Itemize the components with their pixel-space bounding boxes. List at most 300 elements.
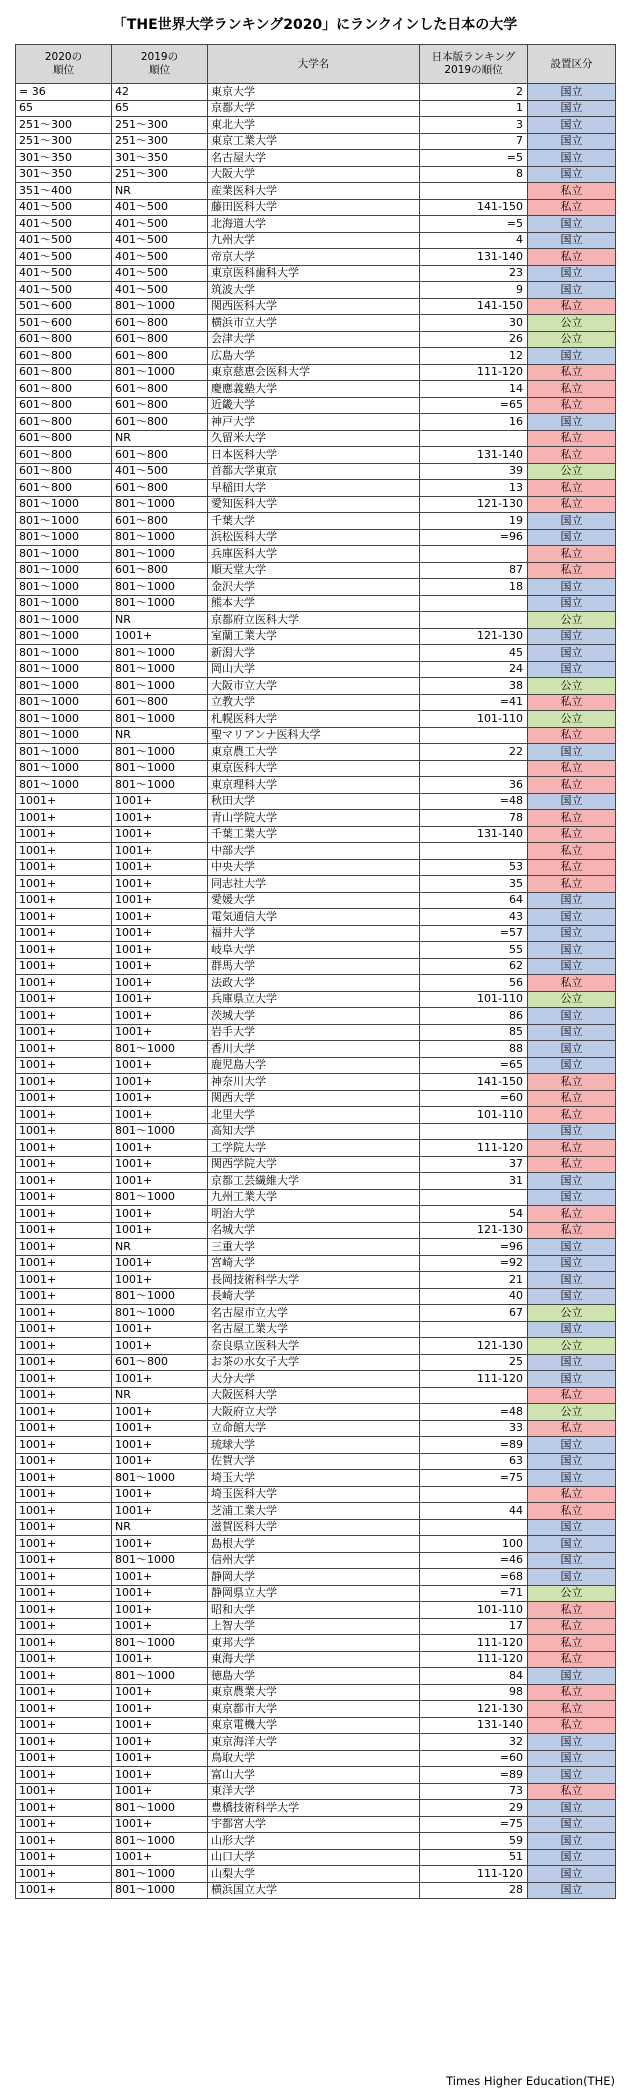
cell-jp-rank2019: 43 xyxy=(420,909,528,926)
cell-jp-rank2019: 87 xyxy=(420,562,528,579)
cell-rank2019: 801～1000 xyxy=(112,1041,208,1058)
cell-university-name: 鳥取大学 xyxy=(208,1750,420,1767)
cell-rank2020: 1001+ xyxy=(16,1321,112,1338)
cell-university-name: 九州工業大学 xyxy=(208,1189,420,1206)
cell-type: 国立 xyxy=(528,513,616,530)
cell-rank2019: 801～1000 xyxy=(112,1470,208,1487)
cell-rank2019: 1001+ xyxy=(112,1503,208,1520)
cell-type: 国立 xyxy=(528,595,616,612)
cell-rank2020: 1001+ xyxy=(16,1668,112,1685)
table-row xyxy=(16,1453,616,1470)
header-rank2020 xyxy=(16,45,112,84)
cell-rank2020: 601～800 xyxy=(16,463,112,480)
table-row xyxy=(16,249,616,266)
table-row xyxy=(16,1750,616,1767)
cell-type: 私立 xyxy=(528,1701,616,1718)
cell-university-name: 北海道大学 xyxy=(208,216,420,233)
cell-type: 国立 xyxy=(528,744,616,761)
cell-rank2020: 1001+ xyxy=(16,1008,112,1025)
cell-university-name: 関西医科大学 xyxy=(208,298,420,315)
cell-university-name: 山口大学 xyxy=(208,1849,420,1866)
cell-university-name: 香川大学 xyxy=(208,1041,420,1058)
cell-jp-rank2019: 88 xyxy=(420,1041,528,1058)
table-row xyxy=(16,1684,616,1701)
cell-rank2020: 801～1000 xyxy=(16,777,112,794)
cell-rank2020: 801～1000 xyxy=(16,579,112,596)
table-row xyxy=(16,958,616,975)
cell-rank2019: 801～1000 xyxy=(112,1552,208,1569)
cell-type: 国立 xyxy=(528,1189,616,1206)
cell-type: 私立 xyxy=(528,364,616,381)
cell-university-name: 茨城大学 xyxy=(208,1008,420,1025)
table-row xyxy=(16,1701,616,1718)
cell-rank2020: 1001+ xyxy=(16,1354,112,1371)
cell-rank2020: 601～800 xyxy=(16,381,112,398)
cell-rank2019: 401～500 xyxy=(112,232,208,249)
cell-jp-rank2019: 17 xyxy=(420,1618,528,1635)
cell-jp-rank2019: =71 xyxy=(420,1585,528,1602)
cell-jp-rank2019: 111-120 xyxy=(420,1866,528,1883)
cell-type: 国立 xyxy=(528,892,616,909)
cell-type: 私立 xyxy=(528,496,616,513)
cell-rank2020: 1001+ xyxy=(16,876,112,893)
cell-type: 公立 xyxy=(528,331,616,348)
cell-rank2020: 1001+ xyxy=(16,1107,112,1124)
cell-rank2020: 1001+ xyxy=(16,942,112,959)
cell-jp-rank2019: 59 xyxy=(420,1833,528,1850)
cell-university-name: 福井大学 xyxy=(208,925,420,942)
cell-type: 公立 xyxy=(528,1585,616,1602)
cell-university-name: 山形大学 xyxy=(208,1833,420,1850)
cell-jp-rank2019: =65 xyxy=(420,397,528,414)
cell-type: 私立 xyxy=(528,183,616,200)
table-row xyxy=(16,1008,616,1025)
table-row xyxy=(16,859,616,876)
cell-rank2020: 1001+ xyxy=(16,1684,112,1701)
cell-type: 国立 xyxy=(528,84,616,101)
cell-jp-rank2019: 45 xyxy=(420,645,528,662)
table-row xyxy=(16,1321,616,1338)
table-row xyxy=(16,711,616,728)
table-row xyxy=(16,1552,616,1569)
table-row xyxy=(16,1717,616,1734)
table-row xyxy=(16,1140,616,1157)
table-row xyxy=(16,282,616,299)
cell-rank2019: 1001+ xyxy=(112,1107,208,1124)
cell-rank2019: NR xyxy=(112,183,208,200)
table-row xyxy=(16,232,616,249)
cell-type: 国立 xyxy=(528,1239,616,1256)
cell-type: 国立 xyxy=(528,1833,616,1850)
table-row xyxy=(16,1239,616,1256)
cell-rank2019: 1001+ xyxy=(112,1486,208,1503)
cell-university-name: 神戸大学 xyxy=(208,414,420,431)
cell-rank2019: 801～1000 xyxy=(112,1189,208,1206)
cell-rank2020: 251～300 xyxy=(16,117,112,134)
cell-jp-rank2019: 141-150 xyxy=(420,298,528,315)
cell-rank2019: 1001+ xyxy=(112,1140,208,1157)
cell-university-name: 奈良県立医科大学 xyxy=(208,1338,420,1355)
cell-university-name: 明治大学 xyxy=(208,1206,420,1223)
table-row xyxy=(16,331,616,348)
cell-university-name: 聖マリアンナ医科大学 xyxy=(208,727,420,744)
cell-jp-rank2019 xyxy=(420,1387,528,1404)
cell-jp-rank2019: 84 xyxy=(420,1668,528,1685)
cell-type: 国立 xyxy=(528,1288,616,1305)
cell-type: 私立 xyxy=(528,1206,616,1223)
header-rank2019 xyxy=(112,45,208,84)
cell-university-name: 宮崎大学 xyxy=(208,1255,420,1272)
cell-jp-rank2019: 40 xyxy=(420,1288,528,1305)
cell-jp-rank2019: =68 xyxy=(420,1569,528,1586)
table-row xyxy=(16,595,616,612)
cell-jp-rank2019: 121-130 xyxy=(420,1222,528,1239)
cell-rank2020: 1001+ xyxy=(16,1569,112,1586)
cell-jp-rank2019: 25 xyxy=(420,1354,528,1371)
cell-rank2019: NR xyxy=(112,1387,208,1404)
cell-university-name: 大阪医科大学 xyxy=(208,1387,420,1404)
cell-university-name: 静岡県立大学 xyxy=(208,1585,420,1602)
cell-rank2019: 401～500 xyxy=(112,249,208,266)
cell-type: 公立 xyxy=(528,1305,616,1322)
cell-rank2019: 1001+ xyxy=(112,1602,208,1619)
cell-rank2019: 1001+ xyxy=(112,1404,208,1421)
cell-rank2019: 251～300 xyxy=(112,166,208,183)
table-row xyxy=(16,1404,616,1421)
cell-jp-rank2019: 16 xyxy=(420,414,528,431)
cell-type: 国立 xyxy=(528,1849,616,1866)
cell-rank2019: 601～800 xyxy=(112,694,208,711)
table-row xyxy=(16,183,616,200)
cell-type: 私立 xyxy=(528,1074,616,1091)
cell-rank2020: 1001+ xyxy=(16,1057,112,1074)
cell-rank2019: 251～300 xyxy=(112,133,208,150)
cell-rank2020: 1001+ xyxy=(16,1734,112,1751)
cell-jp-rank2019: 9 xyxy=(420,282,528,299)
cell-rank2019: 1001+ xyxy=(112,1453,208,1470)
cell-jp-rank2019: 7 xyxy=(420,133,528,150)
cell-jp-rank2019: 32 xyxy=(420,1734,528,1751)
cell-rank2020: 1001+ xyxy=(16,1371,112,1388)
cell-type: 私立 xyxy=(528,1222,616,1239)
cell-rank2020: 1001+ xyxy=(16,958,112,975)
cell-type: 国立 xyxy=(528,282,616,299)
cell-university-name: 富山大学 xyxy=(208,1767,420,1784)
cell-jp-rank2019 xyxy=(420,612,528,629)
cell-rank2019: 301～350 xyxy=(112,150,208,167)
cell-rank2020: 1001+ xyxy=(16,1503,112,1520)
cell-jp-rank2019: =60 xyxy=(420,1090,528,1107)
cell-jp-rank2019: 141-150 xyxy=(420,1074,528,1091)
table-row xyxy=(16,1618,616,1635)
table-row xyxy=(16,744,616,761)
cell-university-name: 大阪市立大学 xyxy=(208,678,420,695)
cell-rank2019: 1001+ xyxy=(112,1437,208,1454)
cell-rank2020: 401～500 xyxy=(16,232,112,249)
cell-type: 私立 xyxy=(528,397,616,414)
cell-rank2019: 601～800 xyxy=(112,348,208,365)
cell-type: 私立 xyxy=(528,1090,616,1107)
cell-university-name: 大分大学 xyxy=(208,1371,420,1388)
cell-jp-rank2019: 28 xyxy=(420,1882,528,1899)
cell-type: 公立 xyxy=(528,711,616,728)
cell-rank2020: 401～500 xyxy=(16,249,112,266)
cell-jp-rank2019: 23 xyxy=(420,265,528,282)
cell-type: 公立 xyxy=(528,1404,616,1421)
cell-rank2020: 1001+ xyxy=(16,1024,112,1041)
table-row xyxy=(16,645,616,662)
table-row xyxy=(16,1734,616,1751)
cell-rank2019: 801～1000 xyxy=(112,1288,208,1305)
cell-rank2019: 801～1000 xyxy=(112,546,208,563)
cell-university-name: 佐賀大学 xyxy=(208,1453,420,1470)
cell-university-name: 久留米大学 xyxy=(208,430,420,447)
cell-rank2020: 801～1000 xyxy=(16,513,112,530)
cell-rank2020: 1001+ xyxy=(16,793,112,810)
cell-jp-rank2019: =65 xyxy=(420,1057,528,1074)
table-row xyxy=(16,1536,616,1553)
cell-rank2020: 1001+ xyxy=(16,1453,112,1470)
cell-type: 私立 xyxy=(528,1107,616,1124)
cell-rank2019: 251～300 xyxy=(112,117,208,134)
cell-rank2020: 601～800 xyxy=(16,364,112,381)
cell-rank2020: 1001+ xyxy=(16,859,112,876)
cell-type: 私立 xyxy=(528,727,616,744)
cell-university-name: 徳島大学 xyxy=(208,1668,420,1685)
table-row xyxy=(16,348,616,365)
table-row xyxy=(16,1816,616,1833)
cell-jp-rank2019: 101-110 xyxy=(420,1107,528,1124)
cell-rank2020: 301～350 xyxy=(16,150,112,167)
cell-rank2020: 501～600 xyxy=(16,298,112,315)
cell-type: 私立 xyxy=(528,199,616,216)
cell-type: 国立 xyxy=(528,348,616,365)
cell-university-name: 琉球大学 xyxy=(208,1437,420,1454)
cell-rank2019: NR xyxy=(112,430,208,447)
cell-rank2020: 1001+ xyxy=(16,1206,112,1223)
cell-jp-rank2019 xyxy=(420,1123,528,1140)
table-row xyxy=(16,1585,616,1602)
cell-rank2020: 801～1000 xyxy=(16,760,112,777)
cell-rank2020: 1001+ xyxy=(16,1090,112,1107)
cell-university-name: 東京電機大学 xyxy=(208,1717,420,1734)
cell-rank2020: 1001+ xyxy=(16,975,112,992)
cell-rank2020: 1001+ xyxy=(16,1470,112,1487)
cell-rank2020: 401～500 xyxy=(16,216,112,233)
cell-jp-rank2019 xyxy=(420,1486,528,1503)
cell-university-name: 帝京大学 xyxy=(208,249,420,266)
cell-jp-rank2019: 19 xyxy=(420,513,528,530)
cell-rank2020: 1001+ xyxy=(16,1272,112,1289)
cell-jp-rank2019: 131-140 xyxy=(420,249,528,266)
cell-rank2019: 801～1000 xyxy=(112,298,208,315)
cell-jp-rank2019: 51 xyxy=(420,1849,528,1866)
cell-type: 国立 xyxy=(528,1354,616,1371)
table-row xyxy=(16,1024,616,1041)
cell-rank2019: 1001+ xyxy=(112,1734,208,1751)
header-jp2019 xyxy=(420,45,528,84)
cell-type: 国立 xyxy=(528,958,616,975)
cell-university-name: 芝浦工業大学 xyxy=(208,1503,420,1520)
cell-university-name: 青山学院大学 xyxy=(208,810,420,827)
cell-jp-rank2019: 121-130 xyxy=(420,1338,528,1355)
cell-rank2019: 1001+ xyxy=(112,793,208,810)
cell-rank2020: 1001+ xyxy=(16,1833,112,1850)
cell-university-name: 金沢大学 xyxy=(208,579,420,596)
cell-type: 私立 xyxy=(528,1602,616,1619)
cell-jp-rank2019: =5 xyxy=(420,216,528,233)
cell-type: 国立 xyxy=(528,1536,616,1553)
cell-rank2019: 801～1000 xyxy=(112,496,208,513)
table-row xyxy=(16,925,616,942)
cell-rank2019: 1001+ xyxy=(112,1206,208,1223)
cell-type: 国立 xyxy=(528,1173,616,1190)
table-row xyxy=(16,661,616,678)
cell-type: 国立 xyxy=(528,1008,616,1025)
cell-rank2020: 1001+ xyxy=(16,1536,112,1553)
cell-rank2020: 1001+ xyxy=(16,1882,112,1899)
cell-rank2019: 1001+ xyxy=(112,1750,208,1767)
cell-rank2020: 1001+ xyxy=(16,1618,112,1635)
cell-university-name: 九州大学 xyxy=(208,232,420,249)
cell-rank2020: 1001+ xyxy=(16,843,112,860)
cell-rank2019: 1001+ xyxy=(112,975,208,992)
cell-university-name: 埼玉医科大学 xyxy=(208,1486,420,1503)
cell-type: 国立 xyxy=(528,1321,616,1338)
cell-rank2020: 801～1000 xyxy=(16,678,112,695)
cell-type: 国立 xyxy=(528,1767,616,1784)
cell-rank2019: 801～1000 xyxy=(112,1123,208,1140)
cell-type: 国立 xyxy=(528,1882,616,1899)
cell-type: 私立 xyxy=(528,1387,616,1404)
cell-jp-rank2019: =89 xyxy=(420,1437,528,1454)
cell-jp-rank2019: 26 xyxy=(420,331,528,348)
cell-type: 公立 xyxy=(528,315,616,332)
cell-jp-rank2019: 53 xyxy=(420,859,528,876)
cell-type: 私立 xyxy=(528,760,616,777)
table-row xyxy=(16,1387,616,1404)
table-row xyxy=(16,975,616,992)
cell-type: 私立 xyxy=(528,546,616,563)
table-row xyxy=(16,84,616,101)
table-row xyxy=(16,1849,616,1866)
cell-rank2020: 1001+ xyxy=(16,1866,112,1883)
cell-jp-rank2019: 29 xyxy=(420,1800,528,1817)
table-row xyxy=(16,810,616,827)
cell-type: 私立 xyxy=(528,826,616,843)
table-row xyxy=(16,1354,616,1371)
cell-university-name: 兵庫医科大学 xyxy=(208,546,420,563)
cell-rank2020: 1001+ xyxy=(16,1074,112,1091)
cell-rank2019: 1001+ xyxy=(112,1173,208,1190)
cell-type: 私立 xyxy=(528,1618,616,1635)
table-row xyxy=(16,133,616,150)
cell-university-name: お茶の水女子大学 xyxy=(208,1354,420,1371)
cell-university-name: 上智大学 xyxy=(208,1618,420,1635)
cell-type: 国立 xyxy=(528,1866,616,1883)
cell-type: 私立 xyxy=(528,859,616,876)
cell-rank2020: 801～1000 xyxy=(16,727,112,744)
cell-jp-rank2019: 21 xyxy=(420,1272,528,1289)
cell-jp-rank2019 xyxy=(420,546,528,563)
cell-jp-rank2019: 4 xyxy=(420,232,528,249)
cell-rank2020: 801～1000 xyxy=(16,496,112,513)
cell-jp-rank2019: 36 xyxy=(420,777,528,794)
cell-type: 私立 xyxy=(528,1420,616,1437)
cell-rank2020: 1001+ xyxy=(16,991,112,1008)
cell-university-name: 千葉大学 xyxy=(208,513,420,530)
cell-rank2019: 1001+ xyxy=(112,1849,208,1866)
cell-rank2020: 801～1000 xyxy=(16,612,112,629)
cell-rank2020: 1001+ xyxy=(16,1486,112,1503)
cell-university-name: 愛知医科大学 xyxy=(208,496,420,513)
cell-rank2020: 1001+ xyxy=(16,1767,112,1784)
cell-rank2019: 601～800 xyxy=(112,513,208,530)
cell-rank2020: 601～800 xyxy=(16,348,112,365)
cell-university-name: 岐阜大学 xyxy=(208,942,420,959)
cell-rank2019: 401～500 xyxy=(112,282,208,299)
cell-rank2020: 1001+ xyxy=(16,1255,112,1272)
cell-university-name: 東北大学 xyxy=(208,117,420,134)
cell-rank2020: 601～800 xyxy=(16,480,112,497)
cell-university-name: 広島大学 xyxy=(208,348,420,365)
table-row xyxy=(16,150,616,167)
cell-university-name: 同志社大学 xyxy=(208,876,420,893)
cell-jp-rank2019: 86 xyxy=(420,1008,528,1025)
cell-rank2019: 1001+ xyxy=(112,1536,208,1553)
cell-rank2019: 1001+ xyxy=(112,1057,208,1074)
header-name xyxy=(208,45,420,84)
table-row xyxy=(16,463,616,480)
cell-university-name: 京都府立医科大学 xyxy=(208,612,420,629)
table-row xyxy=(16,480,616,497)
cell-rank2020: 1001+ xyxy=(16,1222,112,1239)
cell-rank2019: 801～1000 xyxy=(112,777,208,794)
cell-jp-rank2019: 85 xyxy=(420,1024,528,1041)
cell-jp-rank2019: 38 xyxy=(420,678,528,695)
cell-rank2019: 1001+ xyxy=(112,991,208,1008)
cell-type: 私立 xyxy=(528,876,616,893)
cell-rank2019: 1001+ xyxy=(112,1585,208,1602)
cell-rank2019: 1001+ xyxy=(112,1222,208,1239)
cell-jp-rank2019: 31 xyxy=(420,1173,528,1190)
cell-type: 国立 xyxy=(528,1057,616,1074)
table-row xyxy=(16,1470,616,1487)
cell-university-name: 長岡技術科学大学 xyxy=(208,1272,420,1289)
cell-rank2019: 401～500 xyxy=(112,265,208,282)
cell-rank2019: 801～1000 xyxy=(112,595,208,612)
cell-rank2019: 1001+ xyxy=(112,1816,208,1833)
cell-university-name: 名城大学 xyxy=(208,1222,420,1239)
cell-type: 国立 xyxy=(528,133,616,150)
table-row xyxy=(16,892,616,909)
cell-rank2020: 1001+ xyxy=(16,1420,112,1437)
cell-university-name: 埼玉大学 xyxy=(208,1470,420,1487)
cell-rank2020: 601～800 xyxy=(16,414,112,431)
cell-university-name: 横浜国立大学 xyxy=(208,1882,420,1899)
cell-type: 私立 xyxy=(528,1684,616,1701)
cell-rank2019: 801～1000 xyxy=(112,1668,208,1685)
cell-rank2019: 601～800 xyxy=(112,480,208,497)
cell-rank2019: 1001+ xyxy=(112,1074,208,1091)
table-row xyxy=(16,678,616,695)
table-row xyxy=(16,1371,616,1388)
cell-rank2020: 251～300 xyxy=(16,133,112,150)
cell-rank2019: 1001+ xyxy=(112,1717,208,1734)
table-row xyxy=(16,430,616,447)
cell-type: 国立 xyxy=(528,1519,616,1536)
cell-jp-rank2019: =5 xyxy=(420,150,528,167)
